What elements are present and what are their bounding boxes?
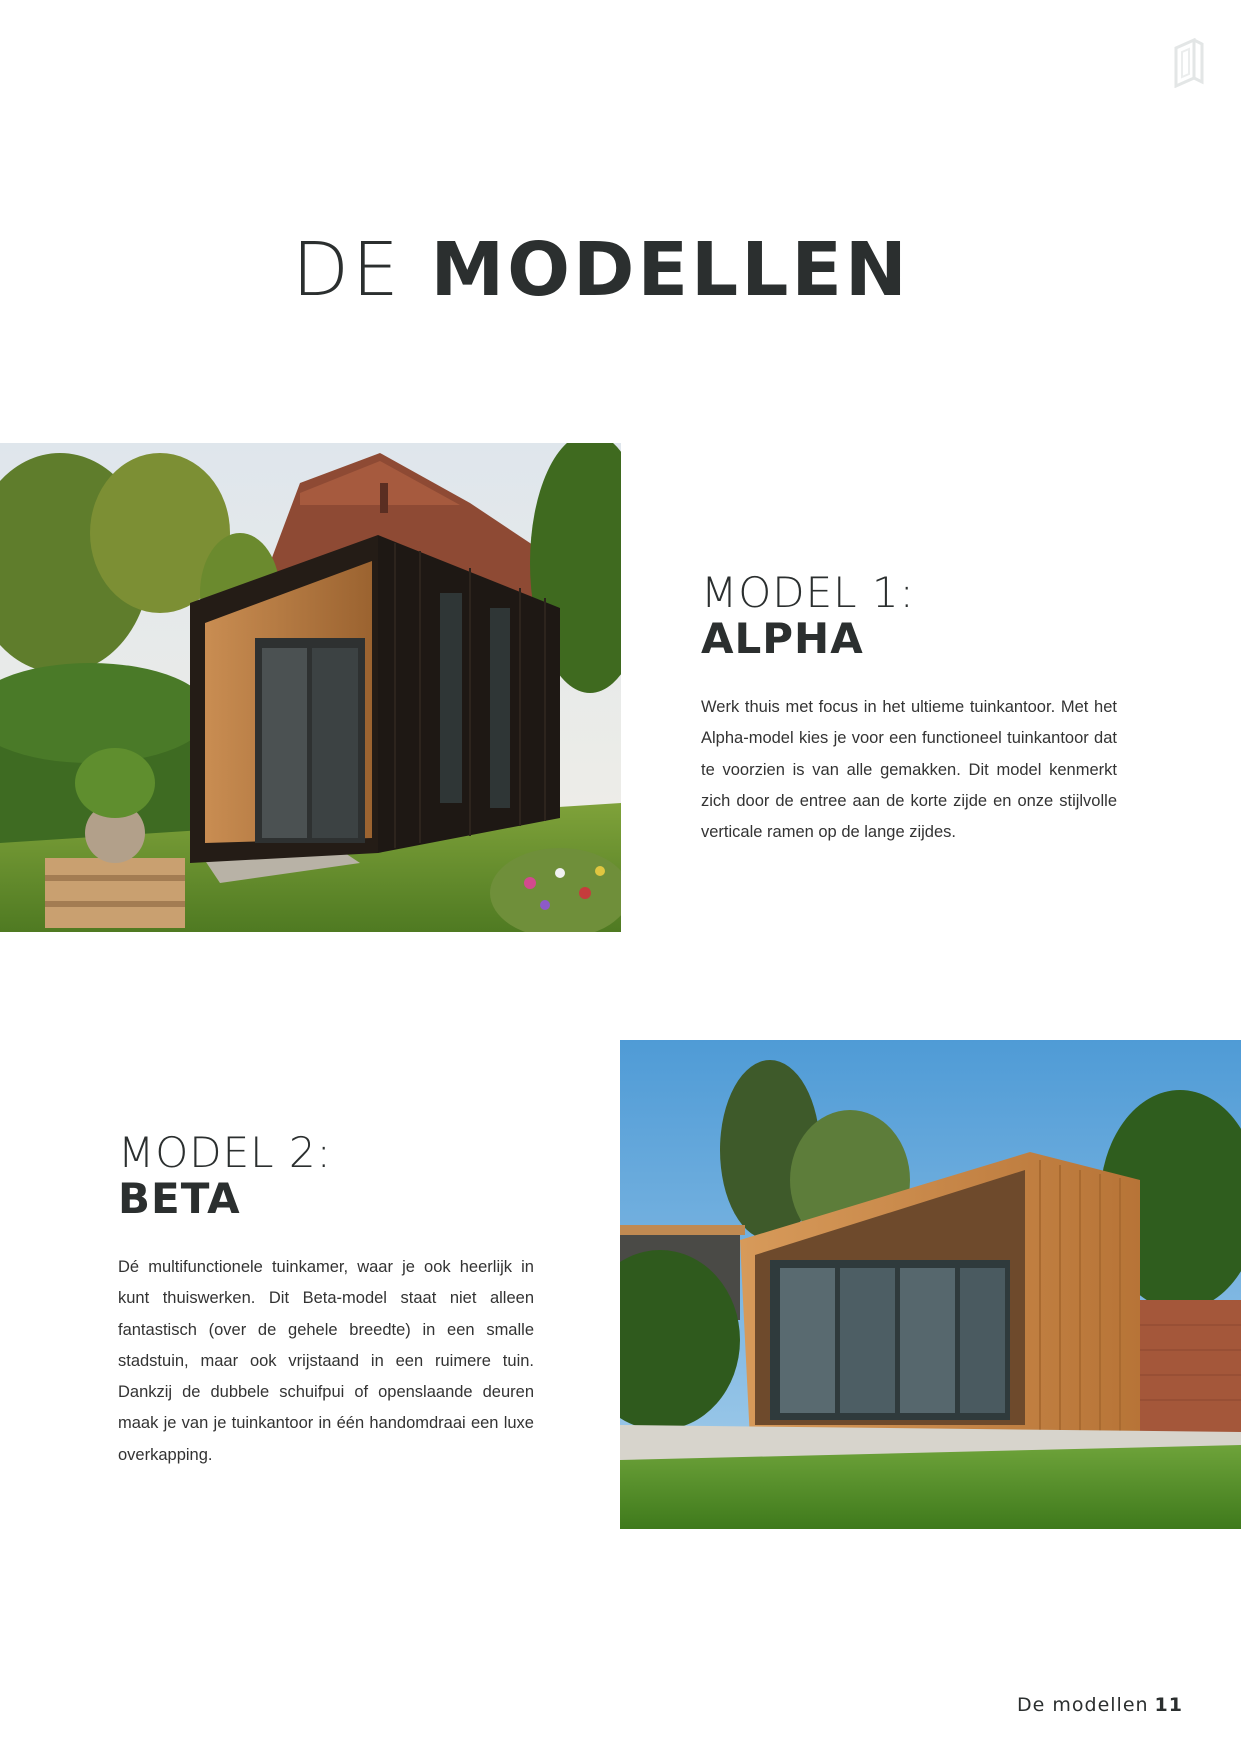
page-title-light: DE — [292, 227, 402, 313]
beta-model-heading — [118, 1130, 332, 1222]
page-title-bold: MODELLEN — [430, 227, 910, 313]
footer-section-label: De modellen — [1017, 1694, 1149, 1716]
alpha-model-description: Werk thuis met focus in het ultieme tuinkantoor. Met het Alpha-model kies je voor een functioneel tuinkantoor dat te voorzien is van alle gemakken. Dit model kenmerkt zich door de entree aan de korte zijde en onze stijlvolle verticale ramen op de lange zijdes. — [701, 698, 1117, 842]
alpha-model-photo — [0, 443, 621, 932]
page-number: 11 — [1154, 1694, 1183, 1716]
page-title — [292, 228, 910, 312]
alpha-model-number: MODEL 1: — [701, 568, 915, 617]
beta-model-description: Dé multifunctionele tuinkamer, waar je ook heerlijk in kunt thuiswerken. Dit Beta-model staat niet alleen fantastisch (over de gehele breedte) in een smalle stadstuin, maar ook vrijstaand in een ruimere tuin. Dankzij de dubbele schuifpui of openslaande deuren maak je van je tuinkantoor in één handomdraai een luxe overkapping. — [118, 1258, 534, 1464]
alpha-model-heading — [701, 570, 915, 662]
beta-model-number: MODEL 2: — [118, 1128, 332, 1177]
brand-logo-icon — [1172, 38, 1206, 88]
beta-model-name: BETA — [118, 1174, 241, 1223]
alpha-model-name: ALPHA — [701, 614, 864, 663]
beta-model-photo — [620, 1040, 1241, 1529]
page-footer — [1017, 1694, 1183, 1716]
